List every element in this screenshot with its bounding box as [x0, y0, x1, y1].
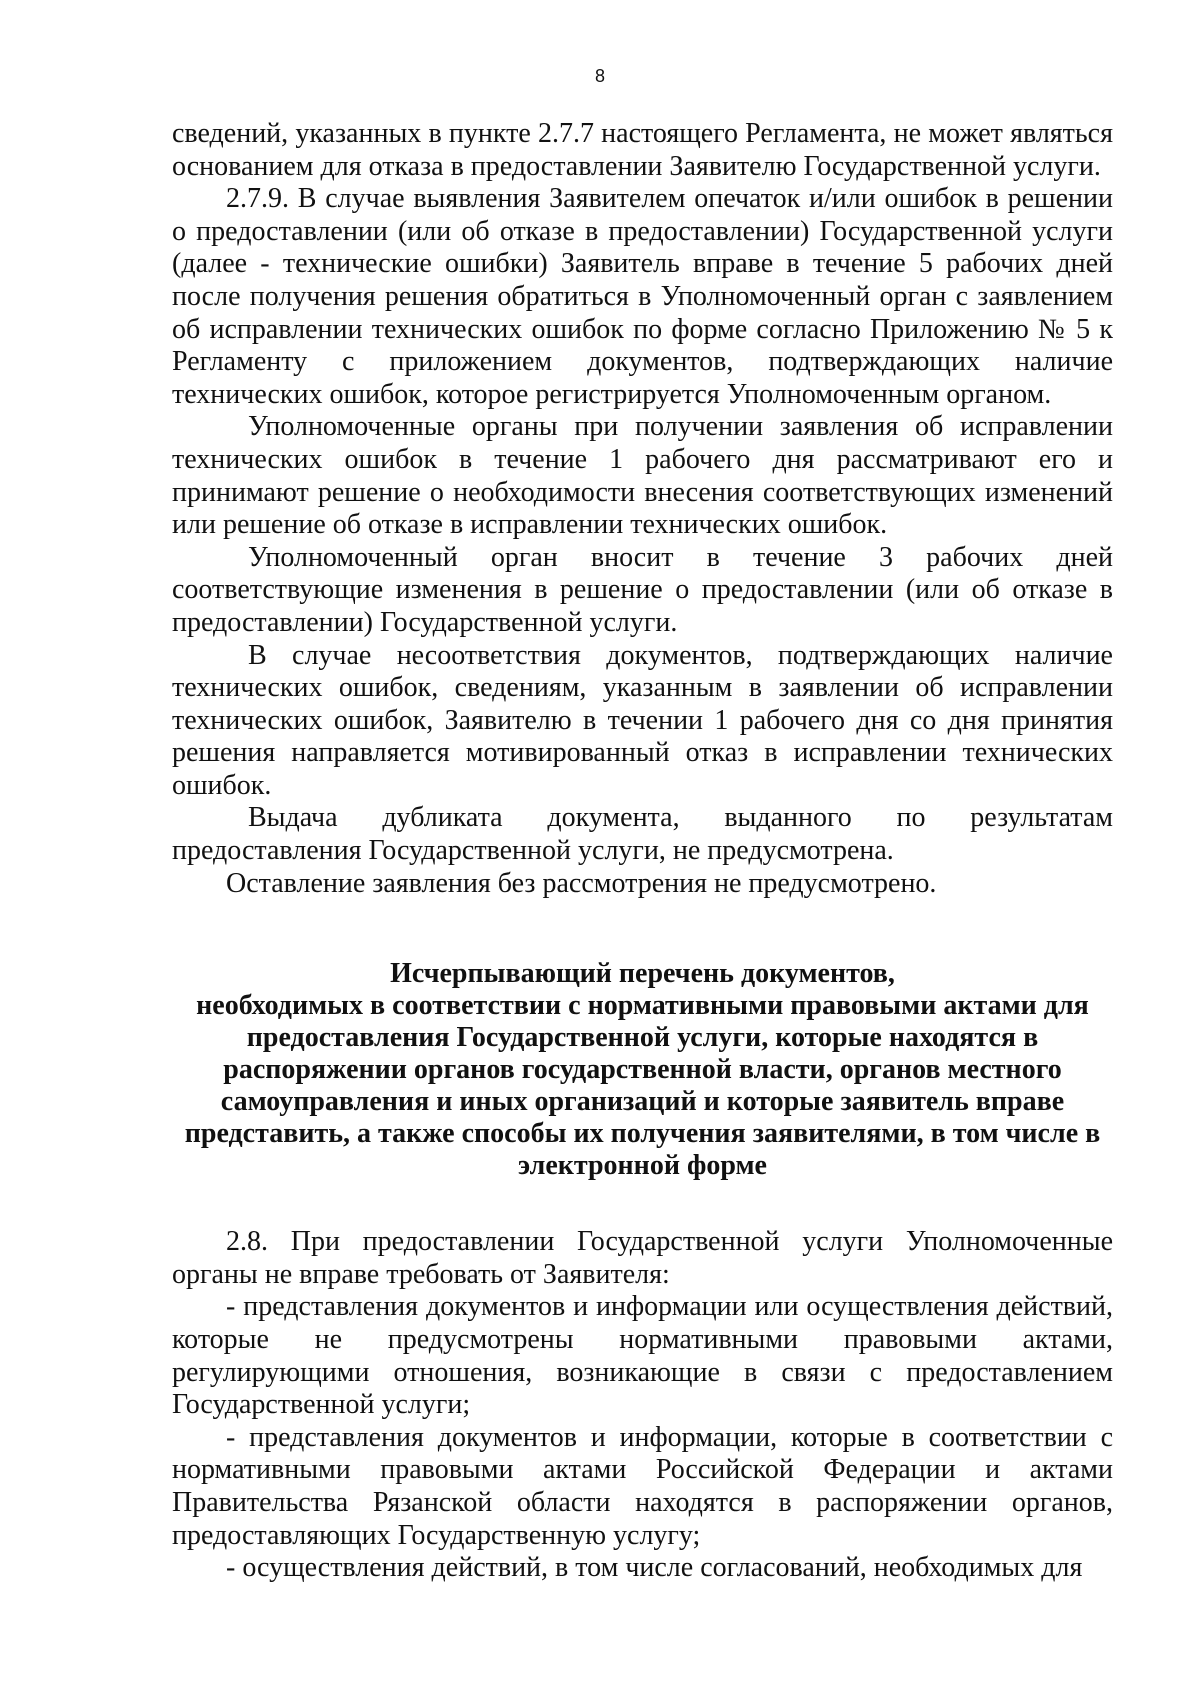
- list-item-requirement-3: - осуществления действий, в том числе согласований, необходимых для: [226, 1552, 1083, 1584]
- list-item-requirement-2: - представления документов и информации, которые в соответствии с нормативными правовыми актами Российской Федерации и актами Правительства Рязанской области находятся в распоряжении органов, предоставляющих Государственную услугу;: [172, 1421, 1113, 1551]
- section-heading: Исчерпывающий перечень документов, необходимых в соответствии с нормативными правовыми актами для предоставления Государственной услуги, которые находятся в распоряжении органов государственной власти, органов местного самоуправления и иных организаций и которые заявитель вправе представить, а также способы их получения заявителями, в том числе в электронной форме: [184, 958, 1101, 1182]
- paragraph-review-decision: Уполномоченные органы при получении заявления об исправлении технических ошибок в течение 1 рабочего дня рассматривают его и принимают решение о необходимости внесения соответствующих изменений или решение об отказе в исправлении технических ошибок.: [172, 411, 1113, 541]
- paragraph-refusal: В случае несоответствия документов, подтверждающих наличие технических ошибок, сведениям, указанным в заявлении об исправлении технических ошибок, Заявителю в течении 1 рабочего дня со дня принятия решения направляется мотивированный отказ в исправлении технических ошибок.: [172, 639, 1113, 801]
- document-body: [172, 118, 1113, 1585]
- paragraph-continuation: сведений, указанных в пункте 2.7.7 настоящего Регламента, не может являться основанием для отказа в предоставлении Заявителю Государственной услуги.: [172, 118, 1113, 182]
- paragraph-2-8: 2.8. При предоставлении Государственной услуги Уполномоченные органы не вправе требовать от Заявителя:: [172, 1226, 1113, 1290]
- list-item-requirement-1: - представления документов и информации или осуществления действий, которые не предусмотрены нормативными правовыми актами, регулирующими отношения, возникающие в связи с предоставлением Государственной услуги;: [172, 1291, 1113, 1421]
- paragraph-corrections: Уполномоченный орган вносит в течение 3 рабочих дней соответствующие изменения в решение о предоставлении (или об отказе в предоставлении) Государственной услуги.: [172, 541, 1113, 638]
- paragraph-2-7-9: 2.7.9. В случае выявления Заявителем опечаток и/или ошибок в решении о предоставлении (или об отказе в предоставлении) Государственной услуги (далее - технические ошибки) Заявитель вправе в течение 5 рабочих дней после получения решения обратиться в Уполномоченный орган с заявлением об исправлении технических ошибок по форме согласно Приложению № 5 к Регламенту с приложением документов, подтверждающих наличие технических ошибок, которое регистрируется Уполномоченным органом.: [172, 183, 1113, 410]
- page-number: 8: [594, 66, 605, 86]
- paragraph-no-review: Оставление заявления без рассмотрения не предусмотрено.: [226, 867, 937, 899]
- paragraph-duplicate: Выдача дубликата документа, выданного по результатам предоставления Государственной услуги, не предусмотрена.: [172, 802, 1113, 867]
